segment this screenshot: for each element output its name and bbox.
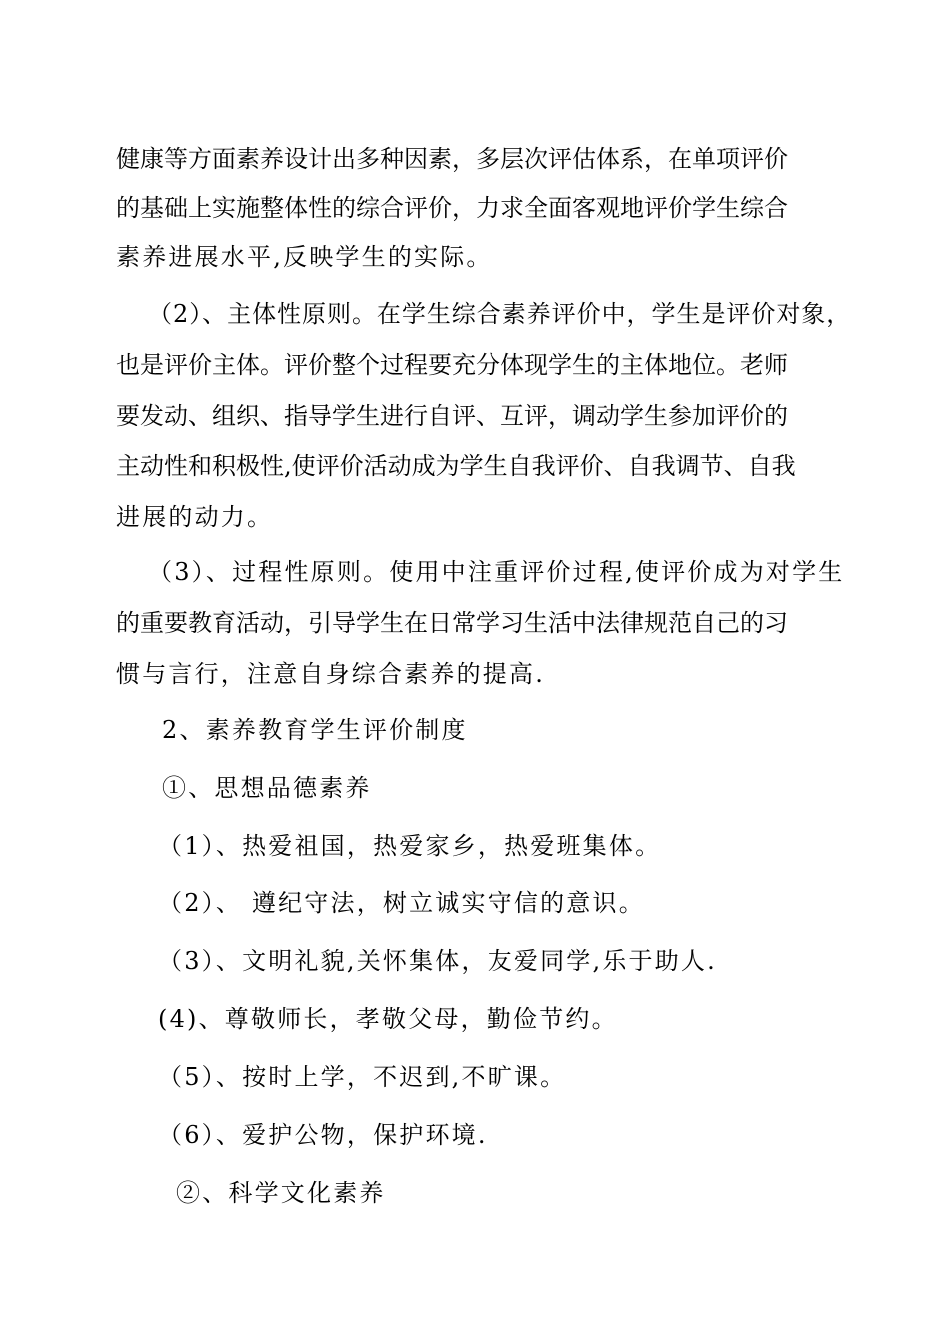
paragraph-1-line-1: 健康等方面素养设计出多种因素，多层次评估体系，在单项评价 [116, 145, 788, 173]
paragraph-2-line-2: 也是评价主体。评价整个过程要充分体现学生的主体地位。老师 [116, 351, 788, 379]
paragraph-3-line-3: 惯与言行，注意自身综合素养的提高. [116, 660, 546, 688]
paragraph-2-line-4: 主动性和积极性,使评价活动成为学生自我评价、自我调节、自我 [116, 452, 796, 480]
paragraph-2-line-3: 要发动、组织、指导学生进行自评、互评，调动学生参加评价的 [116, 402, 788, 430]
list-item: （3）、文明礼貌,关怀集体，友爱同学,乐于助人. [158, 947, 717, 975]
paragraph-3-line-1: （3）、过程性原则。使用中注重评价过程,使评价成为对学生 [148, 558, 845, 586]
list-item: （5）、按时上学，不迟到,不旷课。 [158, 1063, 567, 1091]
section-heading: 2、素养教育学生评价制度 [162, 716, 468, 744]
subsection-1-heading: ①、思想品德素养 [162, 774, 372, 802]
list-item: （1）、热爱祖国，热爱家乡，热爱班集体。 [158, 832, 662, 860]
paragraph-1-line-3: 素养进展水平,反映学生的实际。 [116, 243, 493, 271]
paragraph-2-line-1: （2）、主体性原则。在学生综合素养评价中，学生是评价对象， [148, 300, 852, 328]
paragraph-3-line-2: 的重要教育活动，引导学生在日常学习生活中法律规范自己的习 [116, 609, 788, 637]
list-item: （6）、爱护公物，保护环境. [158, 1121, 488, 1149]
list-item: （2）、 遵纪守法，树立诚实守信的意识。 [158, 889, 645, 917]
list-item: (4)、尊敬师长，孝敬父母，勤俭节约。 [158, 1005, 618, 1033]
paragraph-2-line-5: 进展的动力。 [116, 503, 274, 531]
subsection-2-heading: ②、科学文化素养 [176, 1179, 386, 1207]
paragraph-1-line-2: 的基础上实施整体性的综合评价，力求全面客观地评价学生综合 [116, 194, 788, 222]
